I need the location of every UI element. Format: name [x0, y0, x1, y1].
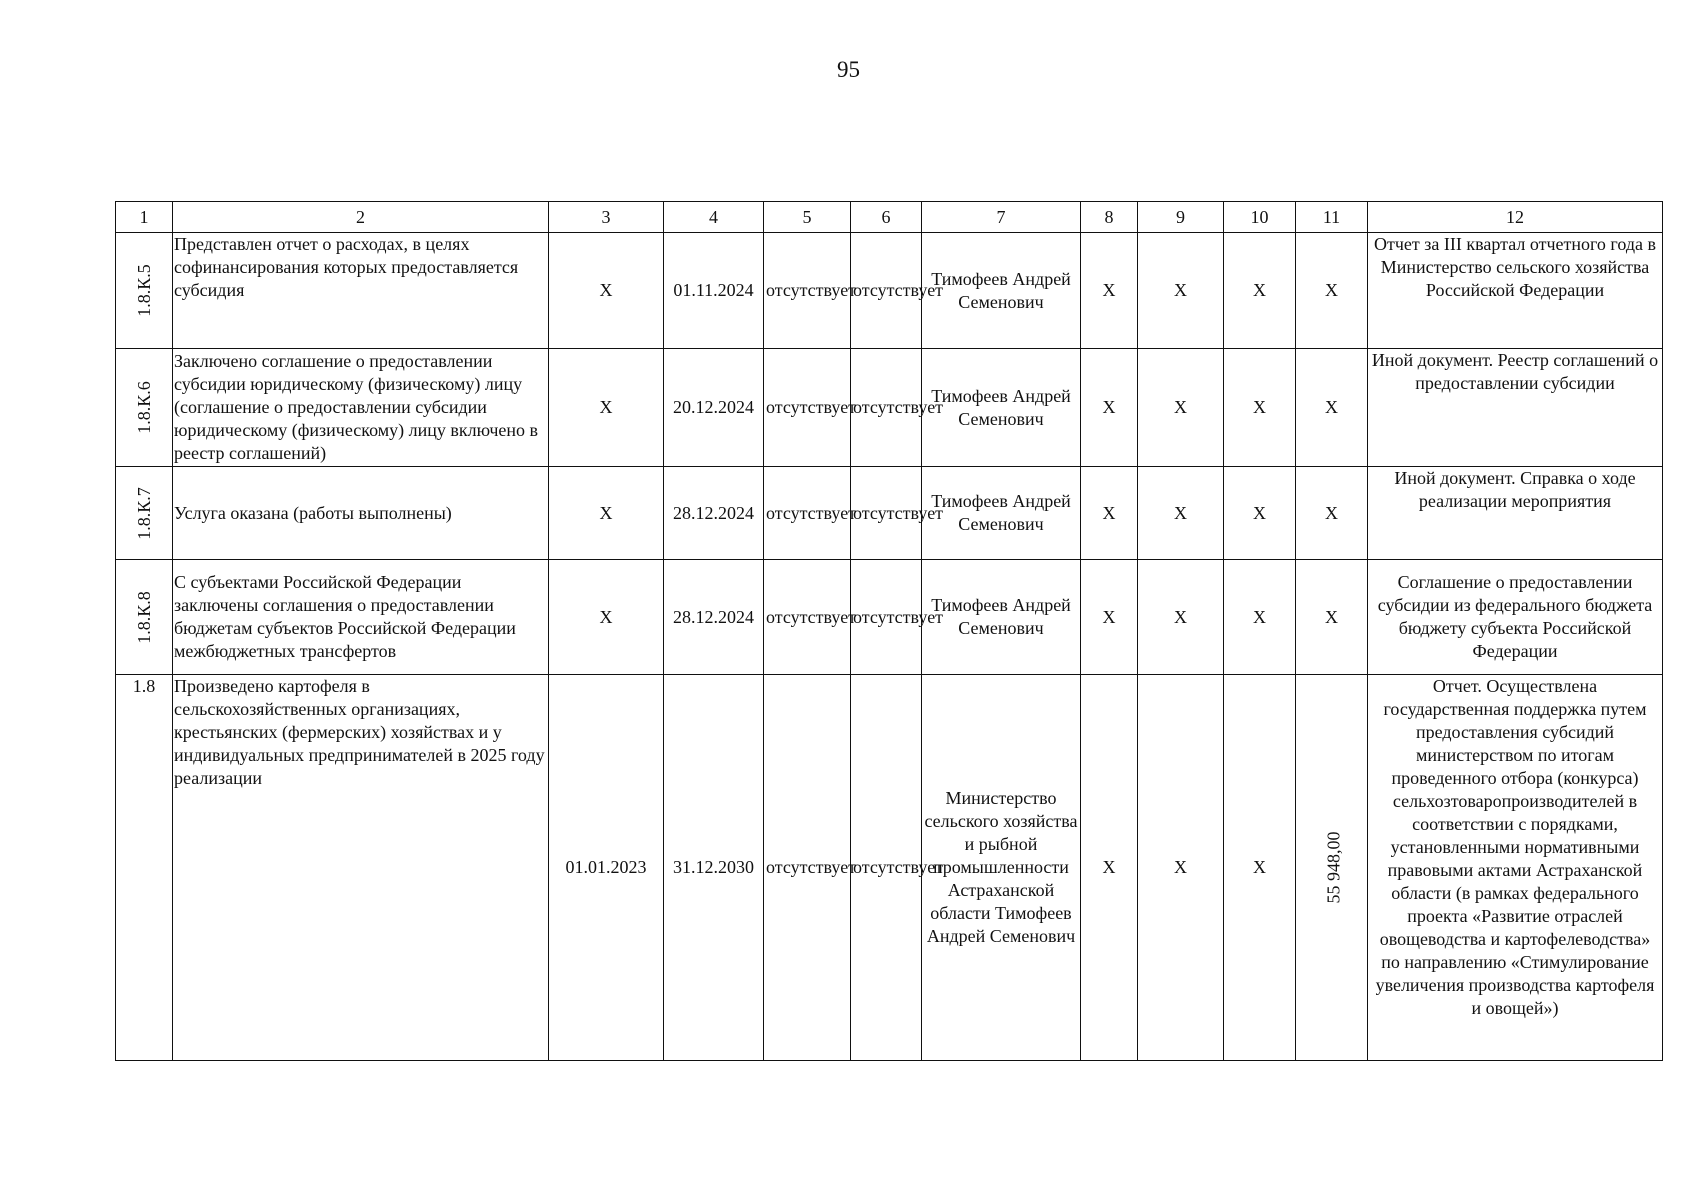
cell-col5: отсутствует: [764, 467, 851, 560]
cell-col6: отсутствует: [851, 675, 922, 1061]
header-cell: 5: [764, 202, 851, 233]
row-number-cell: [116, 560, 173, 675]
row-number: 1.8.К.8: [133, 590, 154, 644]
cell-col8: X: [1081, 675, 1138, 1061]
start-date-cell: 01.01.2023: [549, 675, 664, 1061]
cell-col6: отсутствует: [851, 233, 922, 349]
cell-col9: X: [1138, 675, 1224, 1061]
cell-col3: X: [549, 467, 664, 560]
row-number-cell: [116, 349, 173, 467]
cell-col9: X: [1138, 349, 1224, 467]
cell-col8: X: [1081, 233, 1138, 349]
table-row: [116, 349, 1663, 467]
amount-cell: [1296, 675, 1368, 1061]
cell-col11: X: [1296, 560, 1368, 675]
row-number-cell: 1.8: [116, 675, 173, 1061]
date-cell: 28.12.2024: [664, 560, 764, 675]
row-number: 1.8.К.6: [133, 381, 154, 434]
cell-col10: X: [1224, 467, 1296, 560]
table-row: [116, 560, 1663, 675]
row-number-cell: [116, 233, 173, 349]
header-cell: 9: [1138, 202, 1224, 233]
cell-col10: X: [1224, 675, 1296, 1061]
cell-col9: X: [1138, 560, 1224, 675]
cell-col10: X: [1224, 349, 1296, 467]
date-cell: 20.12.2024: [664, 349, 764, 467]
header-cell: 6: [851, 202, 922, 233]
table-row: [116, 233, 1663, 349]
cell-col6: отсутствует: [851, 560, 922, 675]
document-cell: Отчет. Осуществлена государственная поддержка путем предоставления субсидий министерством по итогам проведенного отбора (конкурса) сельхозтоваропроизводителей в соответствии с порядками, установленными нормативными правовыми актами Астраханской области (в рамках федерального проекта «Развитие отраслей овощеводства и картофелеводства» по направлению «Стимулирование увеличения производства картофеля и овощей»): [1368, 675, 1663, 1061]
row-number: 1.8.К.5: [133, 264, 154, 317]
cell-col11: X: [1296, 349, 1368, 467]
date-cell: 31.12.2030: [664, 675, 764, 1061]
header-cell: 11: [1296, 202, 1368, 233]
cell-col9: X: [1138, 467, 1224, 560]
page-number: 95: [837, 57, 860, 82]
cell-col6: отсутствует: [851, 349, 922, 467]
cell-col5: отсутствует: [764, 560, 851, 675]
cell-col8: X: [1081, 560, 1138, 675]
header-cell: 3: [549, 202, 664, 233]
cell-col11: X: [1296, 233, 1368, 349]
document-cell: Соглашение о предоставлении субсидии из федерального бюджета бюджету субъекта Российской Федерации: [1368, 560, 1663, 675]
responsible-cell: Тимофеев Андрей Семенович: [922, 467, 1081, 560]
table-row: [116, 675, 1663, 1061]
cell-col3: X: [549, 560, 664, 675]
date-cell: 01.11.2024: [664, 233, 764, 349]
row-number: 1.8.К.7: [133, 486, 154, 540]
cell-col8: X: [1081, 349, 1138, 467]
amount-value: 55 948,00: [1323, 831, 1344, 904]
cell-col11: X: [1296, 467, 1368, 560]
event-name-cell: С субъектами Российской Федерации заключены соглашения о предоставлении бюджетам субъектов Российской Федерации межбюджетных трансфертов: [173, 560, 549, 675]
event-name-cell: Заключено соглашение о предоставлении субсидии юридическому (физическому) лицу (соглашение о предоставлении субсидии юридическому (физическому) лицу включено в реестр соглашений): [173, 349, 549, 467]
table-row: [116, 467, 1663, 560]
header-cell: 1: [116, 202, 173, 233]
document-cell: Иной документ. Справка о ходе реализации мероприятия: [1368, 467, 1663, 560]
responsible-cell: Тимофеев Андрей Семенович: [922, 233, 1081, 349]
header-cell: 10: [1224, 202, 1296, 233]
responsible-cell: Министерство сельского хозяйства и рыбной промышленности Астраханской области Тимофеев Андрей Семенович: [922, 675, 1081, 1061]
header-cell: 4: [664, 202, 764, 233]
cell-col5: отсутствует: [764, 233, 851, 349]
header-cell: 2: [173, 202, 549, 233]
responsible-cell: Тимофеев Андрей Семенович: [922, 349, 1081, 467]
cell-col10: X: [1224, 233, 1296, 349]
document-cell: Отчет за III квартал отчетного года в Министерство сельского хозяйства Российской Федерации: [1368, 233, 1663, 349]
cell-col5: отсутствует: [764, 675, 851, 1061]
cell-col8: X: [1081, 467, 1138, 560]
cell-col10: X: [1224, 560, 1296, 675]
cell-col6: отсутствует: [851, 467, 922, 560]
event-name-cell: Произведено картофеля в сельскохозяйственных организациях, крестьянских (фермерских) хозяйствах и у индивидуальных предпринимателей в 2025 году реализации: [173, 675, 549, 1061]
plan-table: [115, 201, 1663, 1061]
table-header-row: [116, 202, 1663, 233]
header-cell: 12: [1368, 202, 1663, 233]
event-name-cell: Услуга оказана (работы выполнены): [173, 467, 549, 560]
date-cell: 28.12.2024: [664, 467, 764, 560]
event-name-cell: Представлен отчет о расходах, в целях софинансирования которых предоставляется субсидия: [173, 233, 549, 349]
row-number-cell: [116, 467, 173, 560]
document-cell: Иной документ. Реестр соглашений о предоставлении субсидии: [1368, 349, 1663, 467]
cell-col3: X: [549, 349, 664, 467]
header-cell: 7: [922, 202, 1081, 233]
responsible-cell: Тимофеев Андрей Семенович: [922, 560, 1081, 675]
cell-col5: отсутствует: [764, 349, 851, 467]
cell-col9: X: [1138, 233, 1224, 349]
cell-col3: X: [549, 233, 664, 349]
header-cell: 8: [1081, 202, 1138, 233]
